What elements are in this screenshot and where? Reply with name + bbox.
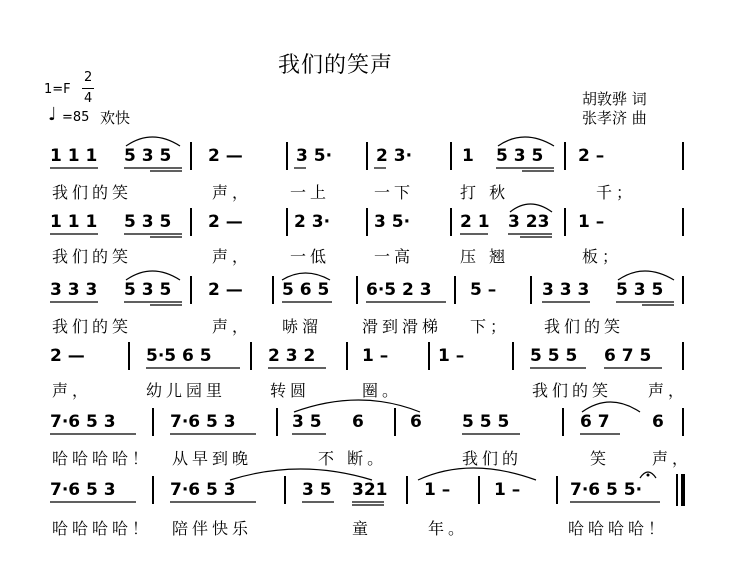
line4-measure3: 2 3 2 — [268, 346, 316, 366]
line4-measure6-b: 6 7 5 — [604, 346, 652, 366]
line3-measure6-a: 3 3 3 — [542, 280, 590, 300]
line6-measure3-b: 321 — [352, 480, 388, 500]
line6-lyric3: 童 — [352, 519, 373, 538]
line5-measure5-b: 6 — [652, 412, 664, 432]
line3-lyric3: 哧溜 — [282, 317, 323, 336]
line3-lyric5: 下； — [470, 317, 511, 336]
line1-measure3: 3 5· — [296, 146, 333, 166]
line1-measure2: 2 — — [208, 146, 243, 166]
line3-lyric2: 声， — [212, 317, 253, 336]
line4-lyric4: 圈。 — [362, 381, 403, 400]
slur — [498, 137, 554, 146]
slur — [510, 204, 552, 212]
line5-measure3-a: 3 5 — [292, 412, 322, 432]
line6-measure3-a: 3 5 — [302, 480, 332, 500]
line1-lyric6: 千； — [596, 183, 637, 202]
line1-measure1-a: 1 1 1 — [50, 146, 98, 166]
line5-measure1: 7·6 5 3 — [50, 412, 116, 432]
line2-measure6: 1 – — [578, 212, 605, 232]
line4-measure1: 2 — — [50, 346, 85, 366]
line4-measure4: 1 – — [362, 346, 389, 366]
slur — [618, 271, 674, 280]
line6-measure5: 1 – — [494, 480, 521, 500]
line3-measure4: 6·5 2 3 — [366, 280, 432, 300]
line4-measure5: 1 – — [438, 346, 465, 366]
line1-lyric4: 一下 — [374, 183, 415, 202]
line6-lyric4: 年。 — [428, 519, 469, 538]
line3-measure3: 5 6 5 — [282, 280, 330, 300]
mood-marking: 欢快 — [100, 109, 131, 127]
line4-lyric3: 转圆 — [270, 381, 311, 400]
line1-measure5-b: 5 3 5 — [496, 146, 544, 166]
line3-lyric1: 我们的笑 — [52, 317, 133, 336]
line5-measure2: 7·6 5 3 — [170, 412, 236, 432]
line3-measure5: 5 – — [470, 280, 497, 300]
slur — [582, 402, 640, 412]
line3-measure1-b: 5 3 5 — [124, 280, 172, 300]
slur — [294, 400, 420, 412]
time-signature-bottom: 4 — [84, 91, 93, 106]
line4-measure6-a: 5 5 5 — [530, 346, 578, 366]
quarter-note-icon: ♩ — [48, 104, 57, 125]
slur — [418, 468, 536, 480]
line6-measure4: 1 – — [424, 480, 451, 500]
line4-lyric5: 我们的笑 — [532, 381, 613, 400]
line5-lyric6: 声， — [652, 449, 693, 468]
tempo-marking: =85 — [62, 110, 90, 125]
line2-lyric6: 板； — [582, 247, 623, 266]
line2-measure3: 2 3· — [294, 212, 331, 232]
line1-measure6: 2 – — [578, 146, 605, 166]
line5-measure5: 6 7 — [580, 412, 610, 432]
line4-lyric1: 声， — [52, 381, 93, 400]
line5-lyric1: 哈哈哈哈！ — [52, 449, 153, 468]
line1-measure5-a: 1 — [462, 146, 474, 166]
line6-measure1: 7·6 5 3 — [50, 480, 116, 500]
composer-credit: 张孝济 曲 — [582, 109, 647, 127]
song-title: 我们的笑声 — [278, 53, 394, 78]
line2-lyric5: 压 翘 — [460, 247, 510, 266]
line5-measure4: 6 — [410, 412, 422, 432]
line4-measure2: 5·5 6 5 — [146, 346, 212, 366]
line3-measure2: 2 — — [208, 280, 243, 300]
time-signature-top: 2 — [84, 70, 93, 85]
line5-lyric3: 不 断。 — [318, 449, 388, 468]
slur — [126, 271, 180, 280]
line2-lyric2: 声， — [212, 247, 253, 266]
line6-lyric5: 哈哈哈哈！ — [568, 519, 669, 538]
line3-lyric4: 滑到滑梯 — [362, 317, 443, 336]
line2-lyric1: 我们的笑 — [52, 247, 133, 266]
line4-lyric6: 声， — [648, 381, 689, 400]
line2-measure2: 2 — — [208, 212, 243, 232]
line1-lyric2: 声， — [212, 183, 253, 202]
line6-measure2: 7·6 5 3 — [170, 480, 236, 500]
line2-measure5-b: 3 23 — [508, 212, 550, 232]
line3-measure6-b: 5 3 5 — [616, 280, 664, 300]
line4-lyric2: 幼儿园里 — [146, 381, 227, 400]
line5-measure3-b: 6 — [352, 412, 364, 432]
key-signature: 1=F — [44, 82, 71, 97]
line5-lyric4: 我们的 — [462, 449, 523, 468]
line1-measure1-b: 5 3 5 — [124, 146, 172, 166]
line1-lyric1: 我们的笑 — [52, 183, 133, 202]
line3-lyric6: 我们的笑 — [544, 317, 625, 336]
line6-lyric2: 陪伴快乐 — [172, 519, 253, 538]
fermata-icon — [640, 472, 656, 478]
line2-measure1-b: 5 3 5 — [124, 212, 172, 232]
line5-lyric2: 从早到晚 — [172, 449, 253, 468]
slur — [282, 273, 330, 280]
line1-measure4: 2 3· — [376, 146, 413, 166]
line5-measure4-b: 5 5 5 — [462, 412, 510, 432]
line2-measure4: 3 5· — [374, 212, 411, 232]
lyricist-credit: 胡敦骅 词 — [582, 90, 647, 108]
line6-measure6: 7·6 5 5· — [570, 480, 643, 500]
line2-lyric4: 一高 — [374, 247, 415, 266]
line2-lyric3: 一低 — [290, 247, 331, 266]
line5-lyric5: 笑 — [590, 449, 611, 468]
slur — [230, 469, 372, 480]
line3-measure1-a: 3 3 3 — [50, 280, 98, 300]
line2-measure5-a: 2 1 — [460, 212, 490, 232]
slur — [126, 137, 180, 146]
line1-lyric3: 一上 — [290, 183, 331, 202]
line6-lyric1: 哈哈哈哈！ — [52, 519, 153, 538]
line2-measure1-a: 1 1 1 — [50, 212, 98, 232]
line1-lyric5: 打 秋 — [460, 183, 510, 202]
